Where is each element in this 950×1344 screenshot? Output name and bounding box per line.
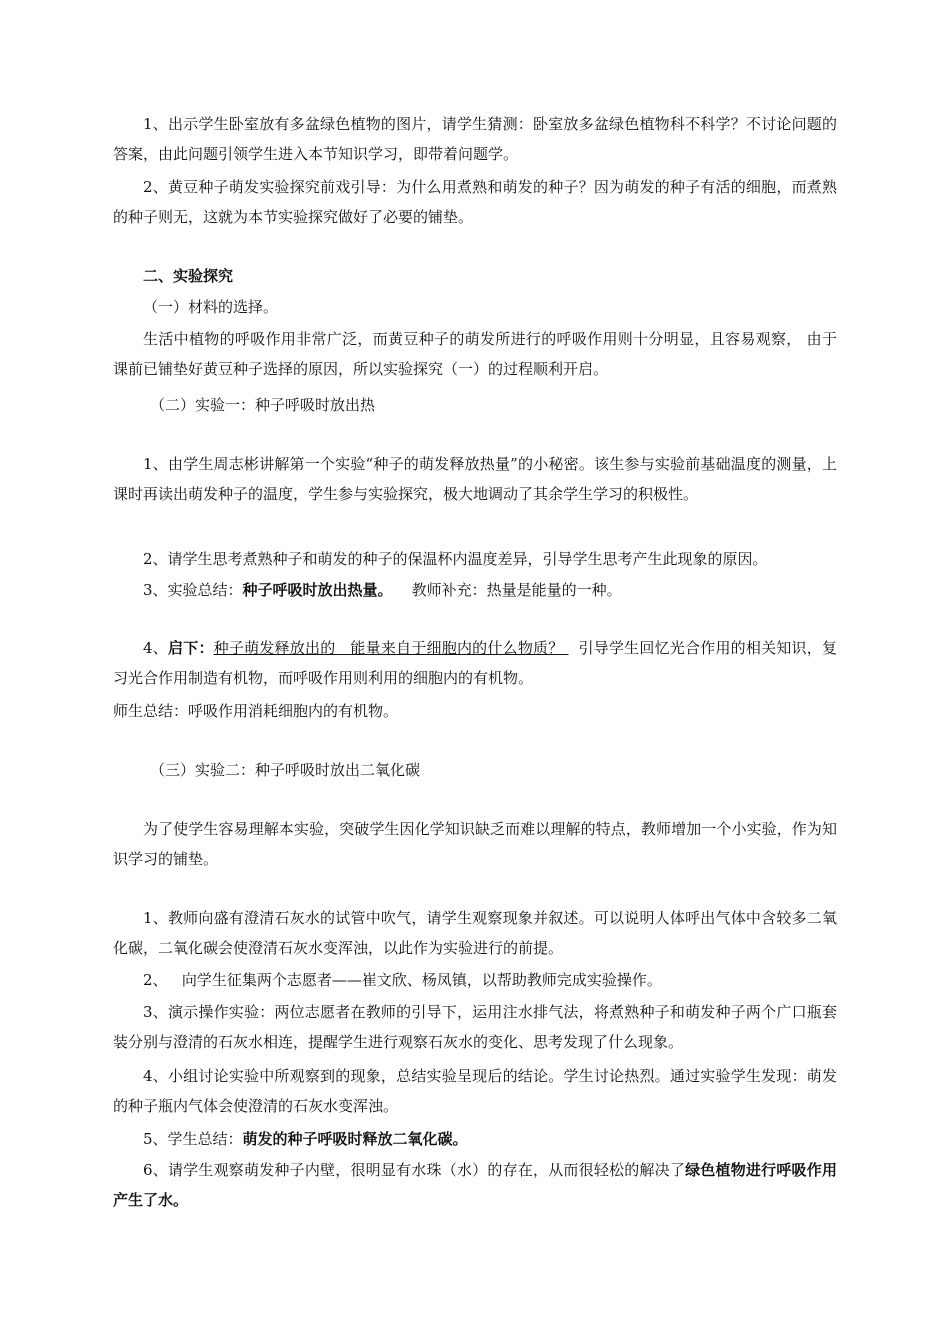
exp2-paragraph-5 [113,1125,837,1155]
subsection-2-title: （二）实验一：种子呼吸时放出热 [150,396,376,414]
exp1-p3-suffix: 教师补充：热量是能量的一种。 [392,581,622,599]
exp1-paragraph-4 [113,634,837,693]
exp1-p4-suffix: 引导学生回忆光合作用的相关知识，复习光合作用制造有机物，而呼吸作用则利用的细胞内的有机物。 [113,639,837,687]
exp1-paragraph-3 [113,576,837,606]
intro-paragraph-2: 2、黄豆种子萌发实验探究前戏引导：为什么用煮熟和萌发的种子？因为萌发的种子有活的细胞，而煮熟的种子则无，这就为本节实验探究做好了必要的铺垫。 [113,178,837,226]
exp2-p5-conclusion: 萌发的种子呼吸时释放二氧化碳。 [242,1130,468,1148]
subsection-1-title: （一）材料的选择。 [143,298,279,316]
subsection-3-title: （三）实验二：种子呼吸时放出二氧化碳 [150,761,421,779]
exp2-paragraph-2: 2、 向学生征集两个志愿者——崔文欣、杨凤镇，以帮助教师完成实验操作。 [143,971,662,989]
exp2-paragraph-3: 3、演示操作实验：两位志愿者在教师的引导下，运用注水排气法，将煮熟种子和萌发种子两个广口瓶套装分别与澄清的石灰水相连，提醒学生进行观察石灰水的变化、思考发现了什么现象。 [113,1003,837,1051]
exp2-paragraph-4: 4、小组讨论实验中所观察到的现象，总结实验呈现后的结论。学生讨论热烈。通过实验学生发现：萌发的种子瓶内气体会使澄清的石灰水变浑浊。 [113,1067,837,1115]
exp2-paragraph-6 [113,1156,837,1215]
intro-paragraph-1: 1、出示学生卧室放有多盆绿色植物的图片，请学生猜测：卧室放多盆绿色植物科不科学？不讨论问题的答案，由此问题引领学生进入本节知识学习，即带着问题学。 [113,115,837,163]
exp2-paragraph-1: 1、教师向盛有澄清石灰水的试管中吹气，请学生观察现象并叙述。可以说明人体呼出气体中含较多二氧化碳，二氧化碳会使澄清石灰水变浑浊，以此作为实验进行的前提。 [113,909,837,957]
exp2-p6-conclusion: 绿色植物进行呼吸作用产生了水。 [113,1161,837,1209]
exp1-paragraph-1: 1、由学生周志彬讲解第一个实验“种子的萌发释放热量”的小秘密。该生参与实验前基础温度的测量，上课时再读出萌发种子的温度，学生参与实验探究，极大地调动了其余学生学习的积极性。 [113,455,837,503]
exp1-p3-conclusion: 种子呼吸时放出热量。 [242,581,393,599]
exp2-intro: 为了使学生容易理解本实验，突破学生因化学知识缺乏而难以理解的特点，教师增加一个小实验，作为知识学习的铺垫。 [113,820,837,868]
exp1-p3-prefix: 3、实验总结： [143,581,243,599]
exp1-paragraph-2: 2、请学生思考煮熟种子和萌发的种子的保温杯内温度差异，引导学生思考产生此现象的原因。 [143,550,768,568]
section-heading: 二、实验探究 [143,267,234,285]
exp2-p6-prefix: 6、请学生观察萌发种子内壁，很明显有水珠（水）的存在，从而很轻松的解决了 [143,1161,686,1179]
exp1-p4-lead: 启下： [168,639,214,657]
exp1-p4-prefix: 4、 [143,639,168,657]
exp1-summary: 师生总结：呼吸作用消耗细胞内的有机物。 [113,702,399,720]
subsection-1-body: 生活中植物的呼吸作用非常广泛，而黄豆种子的萌发所进行的呼吸作用则十分明显，且容易观察， 由于课前已铺垫好黄豆种子选择的原因，所以实验探究（一）的过程顺利开启。 [113,330,837,378]
exp2-p5-prefix: 5、学生总结： [143,1130,243,1148]
exp1-p4-question: 种子萌发释放出的 能量来自于细胞内的什么物质？ [213,639,569,657]
